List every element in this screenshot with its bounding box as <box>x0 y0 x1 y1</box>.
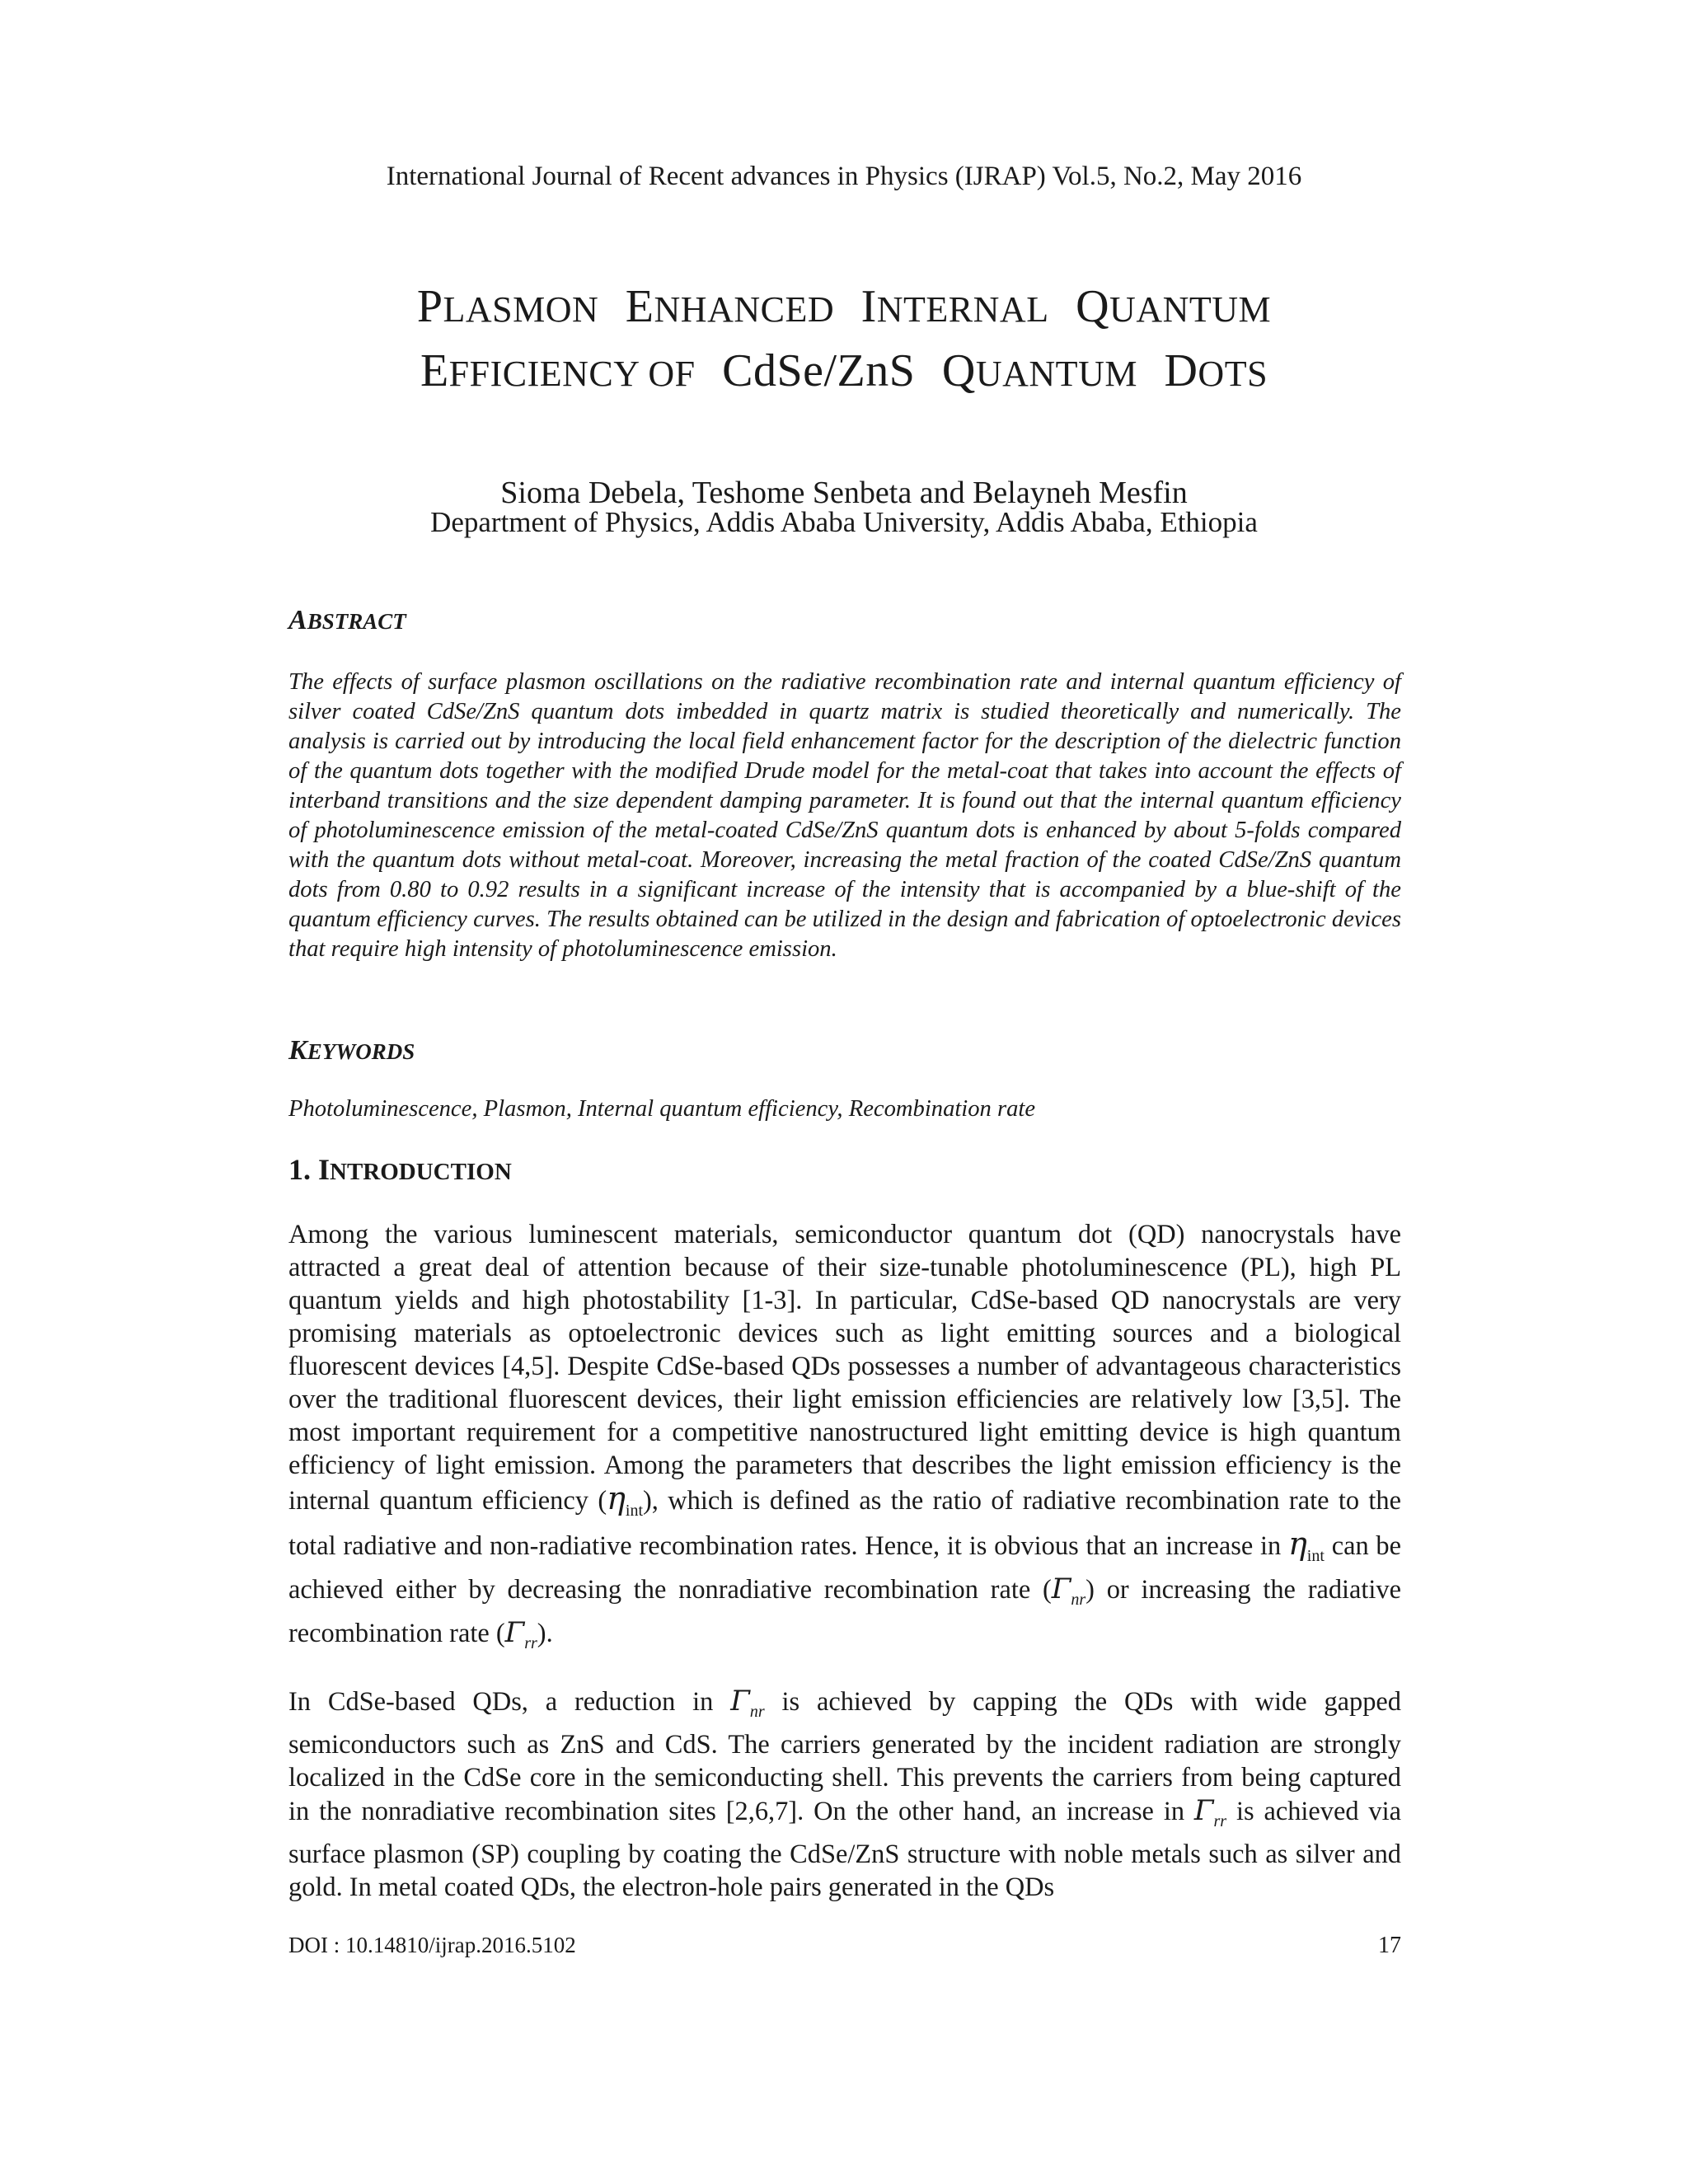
intro-p1-text-e: ). <box>537 1619 553 1648</box>
intro-p2-text-a: In CdSe-based QDs, a reduction in <box>288 1687 731 1717</box>
eta-subscript: int <box>1306 1547 1325 1565</box>
abstract-text: The effects of surface plasmon oscillations on the radiative recombination rate and internal quantum efficiency of silver coated CdSe/ZnS quantum dots imbedded in quartz matrix is studied theoretically and numerically. The analysis is carried out by introducing the local field enhancement factor for the description of the dielectric function of the quantum dots together with the modified Drude model for the metal-coat that takes into account the effects of interband transitions and the size dependent damping parameter. It is found out that the internal quantum efficiency of photoluminescence emission of the metal-coated CdSe/ZnS quantum dots is enhanced by about 5-folds compared with the quantum dots without metal-coat. Moreover, increasing the metal fraction of the coated CdSe/ZnS quantum dots from 0.80 to 0.92 results in a significant increase of the intensity that is accompanied by a blue-shift of the quantum efficiency curves. The results obtained can be utilized in the design and fabrication of optoelectronic devices that require high intensity of photoluminescence emission. <box>288 669 1401 962</box>
eta-symbol: η <box>1288 1526 1307 1562</box>
authors: Sioma Debela, Teshome Senbeta and Belayneh Mesfin <box>500 476 1188 510</box>
intro-p1-text-c: can be achieved either by decreasing the nonradiative recombination rate ( <box>288 1531 1402 1605</box>
gamma-symbol: Γ <box>1051 1572 1071 1605</box>
nr-subscript: nr <box>1071 1591 1086 1609</box>
introduction-heading: 1. INTRODUCTION <box>288 1153 512 1186</box>
running-header: International Journal of Recent advances in Physics (IJRAP) Vol.5, No.2, May 2016 <box>386 162 1302 191</box>
intro-p1-text-a: Among the various luminescent materials, semiconductor quantum dot (QD) nanocrystals have attracted a great deal of attention because of their size-tunable photoluminescence (PL), high PL quantum yields and high photostability [1-3]. In particular, CdSe-based QD nanocrystals are very promising materials as optoelectronic devices such as light emitting sources and a biological fluorescent devices [4,5]. Despite CdSe-based QDs possesses a number of advantageous characteristics over the traditional fluorescent devices, their light emission efficiencies are relatively low [3,5]. The most important requirement for a competitive nanostructured light emitting device is high quantum efficiency of light emission. Among the parameters that describes the light emission efficiency is the internal quantum efficiency ( <box>288 1220 1401 1516</box>
introduction-paragraph-1 <box>288 1218 1401 1660</box>
affiliation: Department of Physics, Addis Ababa University, Addis Ababa, Ethiopia <box>430 506 1258 538</box>
paper-title-line-2: EFFICIENCY OF CdSe/ZnS QUANTUM DOTS <box>420 345 1268 396</box>
introduction-paragraph-2 <box>288 1685 1401 1904</box>
keywords-heading: KEYWORDS <box>288 1035 415 1066</box>
doi-link[interactable]: DOI : 10.14810/ijrap.2016.5102 <box>288 1933 576 1957</box>
rr-subscript: rr <box>1213 1812 1227 1830</box>
intro-p1-text-d: ) or increasing the radiative recombination rate ( <box>288 1575 1401 1648</box>
eta-subscript: int <box>625 1502 644 1520</box>
abstract-heading: ABSTRACT <box>288 605 406 635</box>
nr-subscript: nr <box>749 1703 765 1721</box>
page-number: 17 <box>1378 1933 1401 1958</box>
paper-title-line-1: PLASMON ENHANCED INTERNAL QUANTUM <box>416 281 1272 332</box>
intro-p2-text-b: is achieved by capping the QDs with wide gapped semiconductors such as ZnS and CdS. The carriers generated by the incident radiation are strongly localized in the CdSe core in the semiconducting shell. This prevents the carriers from being captured in the nonradiative recombination sites [2,6,7]. On the other hand, an increase in <box>288 1687 1401 1826</box>
eta-symbol: η <box>607 1480 626 1516</box>
keywords-text: Photoluminescence, Plasmon, Internal quantum efficiency, Recombination rate <box>288 1096 1036 1122</box>
gamma-symbol: Γ <box>1193 1794 1214 1827</box>
intro-p1-text-b: ), which is defined as the ratio of radiative recombination rate to the total radiative and non-radiative recombination rates. Hence, it is obvious that an increase in <box>288 1486 1401 1561</box>
gamma-symbol: Γ <box>504 1616 525 1649</box>
gamma-symbol: Γ <box>730 1685 750 1718</box>
rr-subscript: rr <box>524 1634 537 1652</box>
intro-p2-text-c: is achieved via surface plasmon (SP) coupling by coating the CdSe/ZnS structure with noble metals such as silver and gold. In metal coated QDs, the electron-hole pairs generated in the QDs <box>288 1797 1401 1902</box>
